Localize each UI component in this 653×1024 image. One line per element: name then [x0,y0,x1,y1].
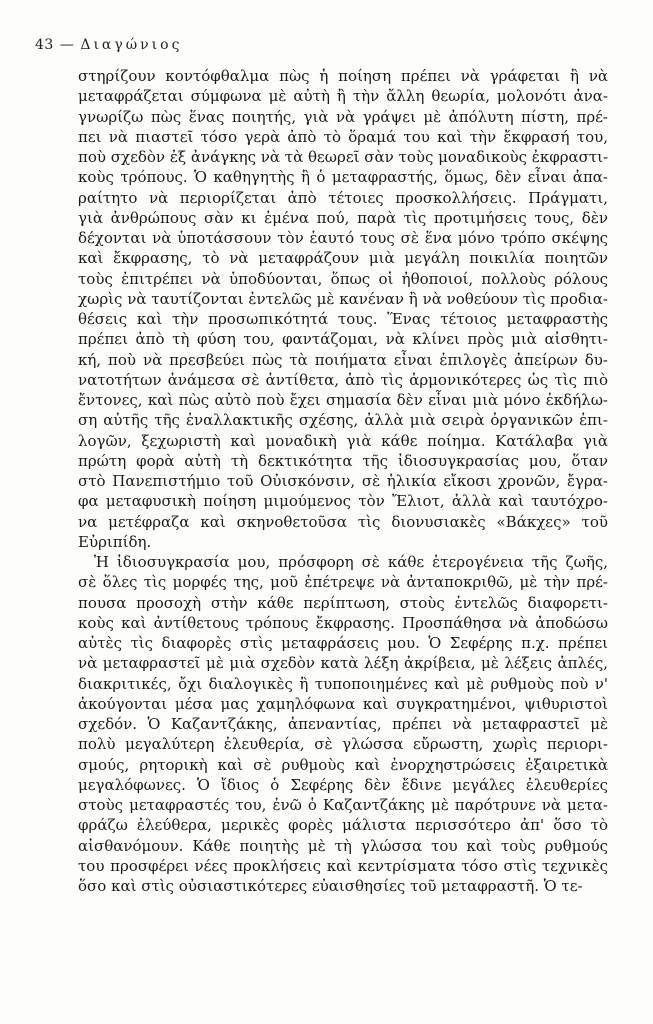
text-line: μεγαλόφωνες. Ὁ ἴδιος ὁ Σεφέρης δὲν ἔδινε μεγάλες ἐλευθερίες [78,775,608,794]
text-line: λογῶν, ξεχωριστὴ καὶ μοναδικὴ γιὰ κάθε ποίημα. Κατάλαβα γιὰ [78,431,608,450]
text-line: πολὺ μεγαλύτερη ἐλευθερία, σὲ γλώσσα εὔρωστη, χωρὶς περιορι- [78,735,608,754]
journal-title: Διαγώνιος [80,37,183,53]
text-line: του προσφέρει νέες προκλήσεις καὶ κεντρίσματα τόσο στὶς τεχνικὲς [78,856,608,875]
text-line: ποὺ σχεδὸν ἐξ ἀνάγκης νὰ τὰ θεωρεῖ σὰν τοὺς μοναδικοὺς ἐκφραστι- [78,148,609,166]
text-line: αἰσθανόμουν. Κάθε ποιητὴς μὲ τὴ γλώσσα του καὶ τοὺς ρυθμούς [78,836,608,855]
text-line: πρέπει ἀπὸ τὴ φύση του, φαντάζομαι, νὰ κλίνει πρὸς μιὰ αἰσθητι- [78,330,608,349]
text-line: δέχονται νὰ ὑποτάσσουν τὸν ἑαυτό τους σὲ ἕνα μόνο τρόπο σκέψης [78,229,608,247]
text-line: στοὺς μεταφραστές του, ἐνῶ ὁ Καζαντζάκης μὲ παρότρυνε νὰ μετα- [78,796,608,814]
text-line: σὲ ὅλες τὶς μορφές της, μοῦ ἐπέτρεψε νὰ ἀνταποκριθῶ, μὲ τὴν πρέ- [78,573,608,592]
paragraph [78,552,608,896]
text-line: χωρὶς νὰ ταυτίζονται ἐντελῶς μὲ κανέναν ἢ νὰ νοθεύουν τὶς προδια- [78,289,608,308]
text-line: σχεδόν. Ὁ Καζαντζάκης, ἀπεναντίας, πρέπει νὰ μεταφραστεῖ μὲ [78,715,608,733]
text-line: πουσα προσοχὴ στὴν κάθε περίπτωση, στοὺς ἐντελῶς διαφορετι- [78,593,608,612]
text-line: στηρίζουν κοντόφθαλμα πὼς ἡ ποίηση πρέπει νὰ γράφεται ἢ νὰ [78,67,608,85]
paragraph [78,66,608,552]
text-line: αὐτὲς τὶς διαφορὲς στὶς μεταφράσεις μου. Ὁ Σεφέρης π.χ. πρέπει [78,634,608,652]
text-line: γιὰ ἀνθρώπους σὰν κι ἐμένα πού, παρὰ τὶς προτιμήσεις τους, δὲν [78,208,608,227]
text-line: φράζω ἐλεύθερα, μερικὲς φορὲς μάλιστα περισσότερο ἀπ' ὅσο τὸ [78,816,608,835]
text-line: να μετέφραζα καὶ σκηνοθετοῦσα τὶς διονυσιακὲς «Βάκχες» τοῦ [78,512,608,531]
text-line: καὶ ἔκφρασης, τὸ νὰ μεταφράζουν μιὰ μεγάλη ποικιλία ποιητῶν [78,249,608,268]
text-line: θέσεις καὶ τὴν προσωπικότητά τους. Ἕνας τέτοιος μεταφραστὴς [78,310,608,328]
header-separator: — [59,37,75,53]
text-line: κή, ποὺ νὰ πρεσβεύει πὼς τὰ ποιήματα εἶναι ἐπιλογὲς ἀπείρων δυ- [78,350,608,369]
text-line: νατοτήτων ἀνάμεσα σὲ ἀντίθετα, ἀπὸ τὶς ἁρμονικότερες ὡς τὶς πιὸ [78,370,608,389]
text-line: ραίτητο νὰ περιορίζεται ἀπὸ τέτοιες προσκολλήσεις. Πράγματι, [78,188,608,207]
text-line: πρώτη φορὰ αὐτὴ τὴ δεκτικότητα τῆς ἰδιοσυγκρασίας μου, ὅταν [78,451,608,470]
text-line: κοὺς καὶ ἀντίθετους τρόπους ἔκφρασης. Προσπάθησα νὰ ἀποδώσω [78,613,608,632]
text-line: φα μεταφυσικὴ ποίηση μιμούμενος τὸν Ἔλιοτ, ἀλλὰ καὶ ταυτόχρο- [78,492,608,511]
body-text [78,66,608,896]
text-line: τοὺς ἐπιτρέπει νὰ ὑποδύονται, ὅπως οἱ ἠθοποιοί, πολλοὺς ρόλους [78,269,608,288]
text-line: πει νὰ πιαστεῖ τόσο γερὰ ἀπὸ τὸ ὅραμά του καὶ τὴν ἔκφρασή του, [78,127,608,146]
text-line: ὅσο καὶ στὶς οὐσιαστικότερες εὐαισθησίες τοῦ μεταφραστῆ. Ὁ τε- [78,877,583,895]
text-line: μεταφράζεται σύμφωνα μὲ αὐτὴ ἢ τὴν ἄλλη θεωρία, μολονότι ἀνα- [78,87,608,106]
text-line: διακριτικές, ὄχι διαλογικὲς ἢ τυποποιημένες καὶ μὲ ρυθμοὺς ποὺ ν' [78,674,608,693]
text-line: στὸ Πανεπιστήμιο τοῦ Οὐισκόνσιν, σὲ ἡλικία εἴκοσι χρονῶν, ἔγρα- [78,472,608,490]
text-line: Ἡ ἰδιοσυγκρασία μου, πρόσφορη σὲ κάθε ἑτερογένεια τῆς ζωῆς, [94,553,608,571]
text-line: νὰ μεταφραστεῖ μὲ μιὰ σχεδὸν κατὰ λέξη ἀκρίβεια, μὲ λέξεις ἁπλές, [78,654,608,673]
page-number: 43 [35,37,54,53]
text-line: γνωρίζω πὼς ἕνας ποιητής, γιὰ νὰ γράψει μὲ ἀπόλυτη πίστη, πρέ- [78,107,608,126]
text-line: κοὺς τρόπους. Ὁ καθηγητὴς ἢ ὁ μεταφραστής, ὅμως, δὲν εἶναι ἀπα- [78,168,608,187]
text-line: σμούς, ρητορικὴ καὶ σὲ ρυθμοὺς καὶ ἐνορχηστρώσεις ἐξαιρετικὰ [78,755,608,774]
text-line: ἀκούγονται μέσα μας χαμηλόφωνα καὶ συγκρατημένοι, ψιθυριστοὶ [78,694,608,713]
text-line: Εὐριπίδη. [78,532,152,551]
text-line: ἔντονες, καὶ πὼς αὐτὸ ποὺ ἔχει σημασία δὲν εἶναι μιὰ μόνο ἐκδήλω- [78,391,608,409]
text-line: ση αὐτῆς τῆς ἐναλλακτικῆς σχέσης, ἀλλὰ μιὰ σειρὰ ὀργανικῶν ἐπι- [78,411,608,430]
running-header [35,37,182,53]
